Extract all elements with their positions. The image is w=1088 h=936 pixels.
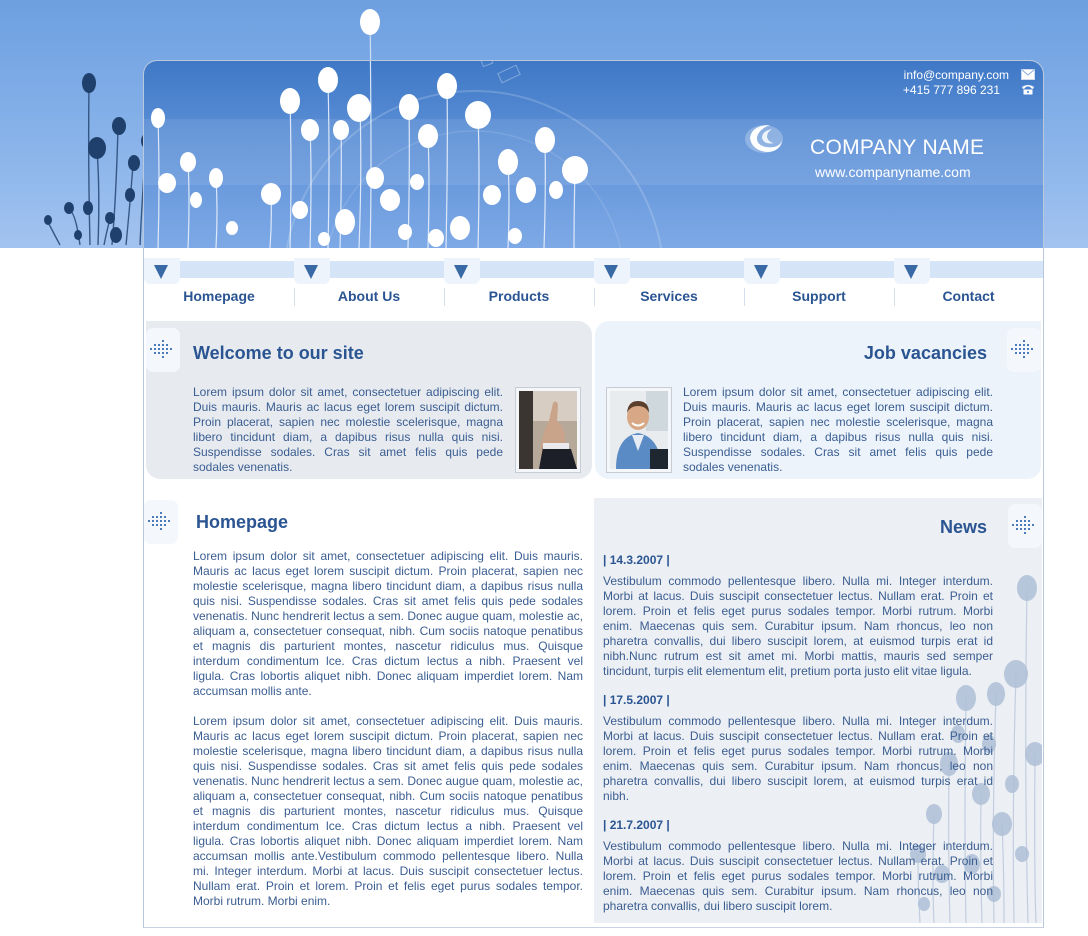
businessman-image	[610, 391, 668, 469]
news-panel	[594, 498, 1042, 923]
nav-strip	[480, 261, 594, 278]
welcome-title: Welcome to our site	[193, 343, 364, 363]
arrow-down-icon	[604, 265, 618, 279]
nav-tab	[144, 258, 180, 284]
main-nav	[144, 258, 1043, 310]
nav-tab	[594, 258, 630, 284]
dots-arrow-icon	[1011, 340, 1037, 360]
nav-item-about-us[interactable]	[294, 258, 444, 310]
homepage-title: Homepage	[196, 512, 289, 532]
arrow-down-icon	[154, 265, 168, 279]
welcome-text: Lorem ipsum dolor sit amet, consectetuer adipiscing elit. Duis mauris. Mauris ac lacus eget lorem suscipit dictum. Proin placerat, sapien nec molestie scelerisque, magna libero tincidunt diam, a dapibus risus nulla quis nisi. Suspendisse sodales. Cras sit amet felis quis pede sodales venenatis.	[193, 385, 503, 474]
nav-strip	[330, 261, 444, 278]
dots-arrow-icon	[150, 340, 176, 360]
jobs-photo	[606, 387, 672, 473]
nav-item-services[interactable]	[594, 258, 744, 310]
nav-tab	[444, 258, 480, 284]
nav-item-contact[interactable]	[894, 258, 1043, 310]
nav-label[interactable]: Services	[640, 288, 698, 304]
dots-arrow-icon	[1012, 516, 1038, 536]
news-date: | 17.5.2007 |	[603, 693, 670, 707]
nav-strip	[780, 261, 894, 278]
nav-item-products[interactable]	[444, 258, 594, 310]
nav-item-homepage[interactable]	[144, 258, 294, 310]
company-name: COMPANY NAME	[810, 136, 985, 159]
arrow-down-icon	[904, 265, 918, 279]
nav-tab	[294, 258, 330, 284]
contact-phone: +415 777 896 231	[902, 83, 1000, 97]
arrow-down-icon	[304, 265, 318, 279]
handshake-image	[519, 391, 577, 469]
nav-label[interactable]: Support	[792, 288, 846, 304]
company-url[interactable]: www.companyname.com	[815, 164, 971, 180]
section-tab	[1008, 504, 1042, 548]
news-date: | 21.7.2007 |	[603, 818, 670, 832]
homepage-paragraph: Lorem ipsum dolor sit amet, consectetuer adipiscing elit. Duis mauris. Mauris ac lacus eget lorem suscipit dictum. Proin placerat, sapien nec molestie scelerisque, magna libero tincidunt diam, a dapibus risus nulla quis nisi. Suspendisse sodales. Cras sit amet felis quis pede sodales venenatis. Nunc hendrerit lectus a sem. Donec augue quam, molestie ac, aliquam a, consectetuer consequat, nibh. Cum sociis natoque penatibus et magnis dis parturient montes, nascetur ridiculus mus. Quisque interdum condimentum lce. Cras dictum lectus a nibh. Praesent vel ligula. Cras lobortis aliquet nibh. Donec aliquam imperdiet lorem. Nam accumsan mollis ante.Vestibulum commodo pellentesque libero. Nulla mi. Integer interdum. Morbi at lacus. Duis suscipit consectetuer lectus. Nullam erat. Proin et lorem. Proin et felis eget purus sodales tempor. Morbi rutrum. Morbi enim.	[193, 714, 583, 908]
dots-arrow-icon	[148, 512, 174, 532]
welcome-panel	[146, 321, 592, 479]
news-text: Vestibulum commodo pellentesque libero. Nulla mi. Integer interdum. Morbi at lacus. Duis suscipit consectetuer lectus. Nullam erat. Proin et lorem. Proin et felis eget purus sodales tempor. Morbi rutrum. Morbi enim. Maecenas quis sem. Curabitur ipsum. Nam rhoncus, leo non pharetra convallis, dui libero suscipit lorem, at euismod turpis erat id nibh.	[603, 714, 993, 803]
nav-label[interactable]: Products	[488, 288, 550, 304]
section-tab	[1007, 328, 1041, 372]
nav-strip	[930, 261, 1043, 278]
section-tab	[146, 328, 180, 372]
nav-strip	[180, 261, 294, 278]
news-text: Vestibulum commodo pellentesque libero. Nulla mi. Integer interdum. Morbi at lacus. Duis suscipit consectetuer lectus. Nullam erat. Proin et lorem. Proin et felis eget purus sodales tempor. Morbi rutrum. Morbi enim. Maecenas quis sem. Curabitur ipsum. Nam rhoncus, leo non pharetra convallis, dui libero suscipit lorem, at euismod turpis erat id nibh.Nunc rutrum est sit amet mi. Morbi mattis, mauris sed semper tincidunt, turpis elit elementum elit, pretium porta justo elit vitae ligula.	[603, 574, 993, 678]
news-date: | 14.3.2007 |	[603, 553, 670, 567]
jobs-text: Lorem ipsum dolor sit amet, consectetuer adipiscing elit. Duis mauris. Mauris ac lacus eget lorem suscipit dictum. Proin placerat, sapien nec molestie scelerisque, magna libero tincidunt diam, a dapibus risus nulla quis nisi. Suspendisse sodales. Cras sit amet felis quis pede sodales venenatis.	[683, 385, 993, 474]
section-tab	[144, 500, 178, 544]
nav-item-support[interactable]	[744, 258, 894, 310]
nav-strip	[630, 261, 744, 278]
nav-tab	[744, 258, 780, 284]
arrow-down-icon	[754, 265, 768, 279]
arrow-down-icon	[454, 265, 468, 279]
news-title: News	[939, 517, 987, 537]
welcome-photo	[515, 387, 581, 473]
jobs-title: Job vacancies	[863, 343, 987, 363]
homepage-paragraph: Lorem ipsum dolor sit amet, consectetuer adipiscing elit. Duis mauris. Mauris ac lacus eget lorem suscipit dictum. Proin placerat, sapien nec molestie scelerisque, magna libero tincidunt diam, a dapibus risus nulla quis nisi. Suspendisse sodales. Cras sit amet felis quis pede sodales venenatis. Nunc hendrerit lectus a sem. Donec augue quam, molestie ac, aliquam a, consectetuer consequat, nibh. Cum sociis natoque penatibus et magnis dis parturient montes, nascetur ridiculus mus. Quisque interdum condimentum lce. Cras dictum lectus a nibh. Praesent vel ligula. Cras lobortis aliquet nibh. Donec aliquam imperdiet lorem. Nam accumsan mollis ante.	[193, 549, 583, 698]
nav-label[interactable]: Contact	[942, 288, 995, 304]
nav-label[interactable]: Homepage	[183, 288, 255, 304]
news-text: Vestibulum commodo pellentesque libero. Nulla mi. Integer interdum. Morbi at lacus. Duis suscipit consectetuer lectus. Nullam erat. Proin et lorem. Proin et felis eget purus sodales tempor. Morbi rutrum. Morbi enim. Maecenas quis sem. Curabitur ipsum. Nam rhoncus, leo non pharetra convallis, dui libero suscipit lorem.	[603, 839, 993, 913]
nav-tab	[894, 258, 930, 284]
nav-label[interactable]: About Us	[337, 288, 401, 304]
homepage-panel	[146, 498, 592, 923]
jobs-panel	[595, 321, 1041, 479]
contact-email[interactable]: info@company.com	[903, 68, 1009, 82]
